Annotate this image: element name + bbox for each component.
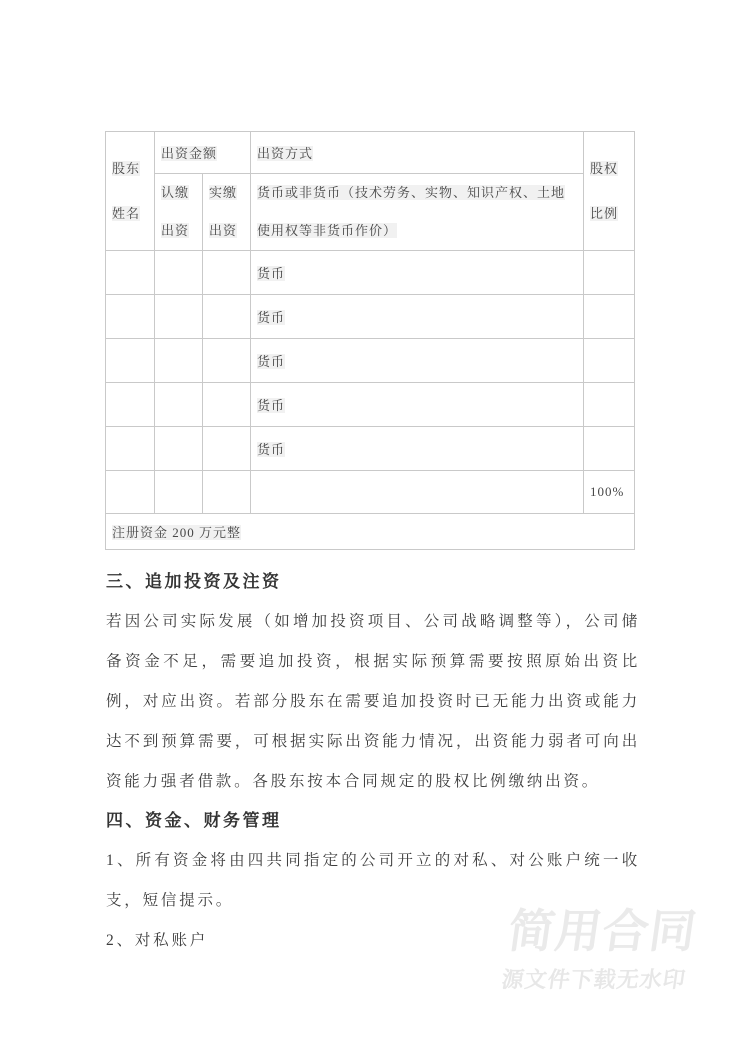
capital-contribution-table: [105, 131, 635, 550]
table-row: [106, 251, 635, 295]
empty-cell: [106, 427, 155, 471]
investment-amount-label: 出资金额: [161, 146, 218, 161]
method-value: 货币: [257, 354, 286, 369]
shareholder-name-label: 股东姓名: [112, 161, 141, 221]
equity-total-row: [106, 471, 635, 514]
method-cell: [251, 251, 584, 295]
empty-cell: [584, 383, 635, 427]
paragraph-funds-item-1: 1、所有资金将由四共同指定的公司开立的对私、对公账户统一收支，短信提示。: [106, 852, 640, 909]
method-value: 货币: [257, 398, 286, 413]
header-cell-investment-method: [251, 132, 584, 174]
watermark-subtitle-text: 源文件下载无水印: [500, 967, 688, 992]
empty-cell: [106, 251, 155, 295]
header-cell-method-description: [251, 174, 584, 251]
equity-ratio-label: 股权比例: [590, 161, 619, 221]
investment-method-label: 出资方式: [257, 146, 314, 161]
empty-cell: [203, 251, 251, 295]
watermark-title-text: 简用合同: [505, 906, 701, 957]
empty-cell: [155, 427, 203, 471]
method-cell: [251, 383, 584, 427]
table-row: [106, 339, 635, 383]
empty-cell: [155, 339, 203, 383]
method-cell: [251, 295, 584, 339]
equity-total-cell: 100%: [584, 471, 635, 514]
table-row: [106, 295, 635, 339]
registered-capital-cell: [106, 514, 635, 550]
empty-cell: [106, 471, 155, 514]
empty-cell: [584, 295, 635, 339]
empty-cell: [155, 471, 203, 514]
empty-cell: [155, 295, 203, 339]
empty-cell: [203, 339, 251, 383]
empty-cell: [584, 251, 635, 295]
method-value: 货币: [257, 442, 286, 457]
empty-cell: [155, 251, 203, 295]
registered-capital-row: [106, 514, 635, 550]
method-value: 货币: [257, 310, 286, 325]
registered-capital-text: 注册资金 200 万元整: [112, 525, 242, 540]
paid-in-label: 实缴出资: [209, 185, 238, 238]
empty-cell: [203, 383, 251, 427]
header-cell-equity-ratio: [584, 132, 635, 251]
paragraph-additional-investment: 若因公司实际发展（如增加投资项目、公司战略调整等），公司储备资金不足，需要追加投资，根据实际预算需要按照原始出资比例，对应出资。若部分股东在需要追加投资时已无能力出资或能力达不到预算需要，可根据实际出资能力情况，出资能力弱者可向出资能力强者借款。各股东按本合同规定的股权比例缴纳出资。: [106, 613, 640, 790]
paragraph-funds-item-2: 2、对私账户: [106, 932, 209, 949]
header-cell-investment-amount: [155, 132, 251, 174]
empty-cell: [106, 383, 155, 427]
table-header-row-1: [106, 132, 635, 174]
section-heading-funds-management: 四、资金、财务管理: [106, 811, 282, 830]
table-header-row-2: [106, 174, 635, 251]
empty-cell: [251, 471, 584, 514]
subscribed-label: 认缴出资: [161, 185, 190, 238]
document-body: [106, 549, 640, 961]
method-value: 货币: [257, 266, 286, 281]
header-cell-shareholder-name: [106, 132, 155, 251]
method-cell: [251, 339, 584, 383]
empty-cell: [106, 339, 155, 383]
empty-cell: [584, 427, 635, 471]
empty-cell: [584, 339, 635, 383]
header-cell-paid-in: [203, 174, 251, 251]
table-row: [106, 427, 635, 471]
empty-cell: [155, 383, 203, 427]
table-row: [106, 383, 635, 427]
header-cell-subscribed: [155, 174, 203, 251]
empty-cell: [203, 295, 251, 339]
section-heading-additional-investment: 三、追加投资及注资: [106, 572, 282, 591]
empty-cell: [106, 295, 155, 339]
method-cell: [251, 427, 584, 471]
empty-cell: [203, 427, 251, 471]
method-description-text: 货币或非货币（技术劳务、实物、知识产权、土地使用权等非货币作价）: [257, 185, 566, 238]
empty-cell: [203, 471, 251, 514]
